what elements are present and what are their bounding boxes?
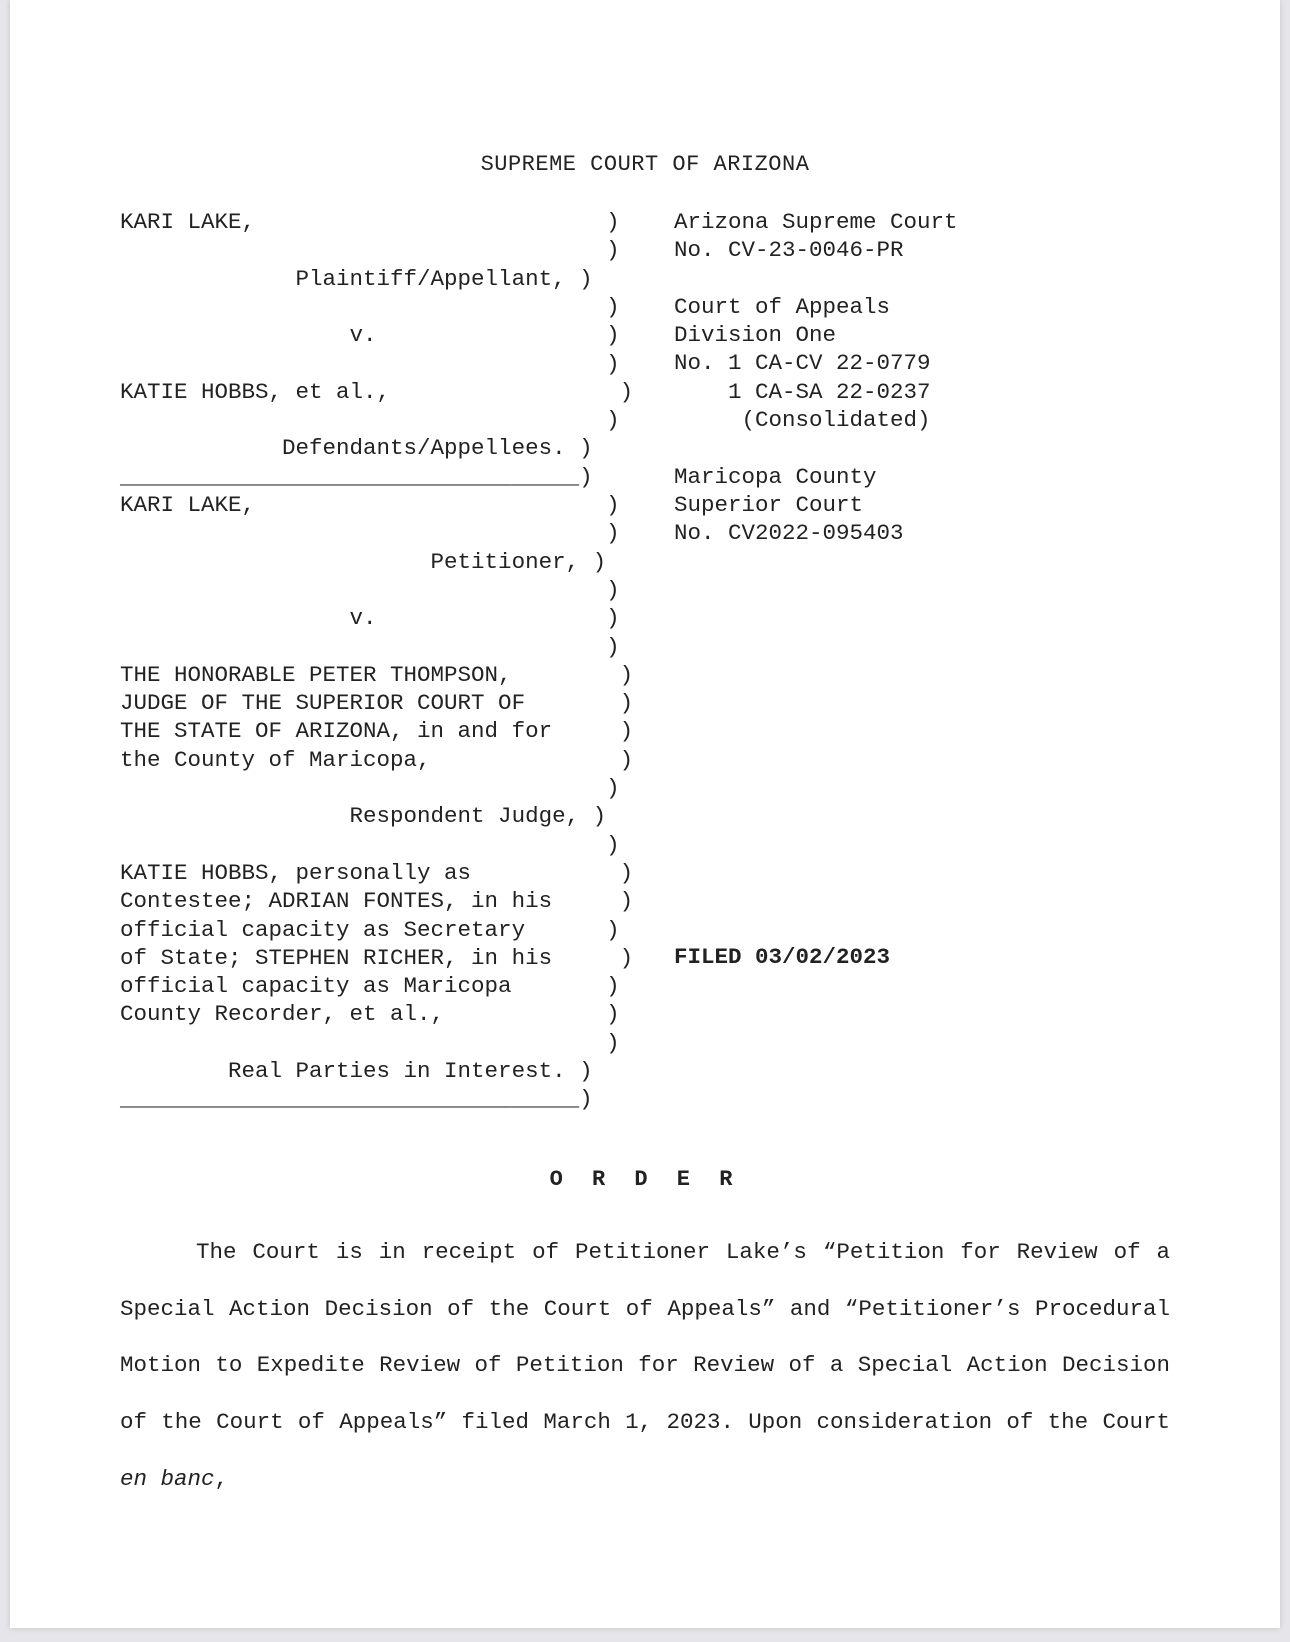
- caption-line: official capacity as Secretary ): [120, 916, 620, 943]
- case-number-line: No. CV-23-0046-PR: [674, 237, 904, 264]
- caption-line: ): [120, 350, 620, 377]
- case-number-line: 1 CA-SA 22-0237: [674, 378, 931, 405]
- caption-line: ): [120, 576, 620, 603]
- caption-line: __________________________________): [120, 1086, 593, 1113]
- case-number-line: (Consolidated): [674, 407, 931, 434]
- caption-line: v. ): [120, 605, 620, 632]
- case-number-line: Court of Appeals: [674, 293, 891, 320]
- caption-line: of State; STEPHEN RICHER, in his ): [120, 944, 634, 971]
- caption-line: KATIE HOBBS, et al., ): [120, 378, 634, 405]
- caption-line: ): [120, 775, 620, 801]
- filed-date: FILED 03/02/2023: [674, 944, 891, 970]
- case-number-line: Division One: [674, 322, 837, 349]
- caption-line: KARI LAKE, ): [120, 209, 620, 235]
- caption-line: ): [120, 293, 620, 320]
- caption-line: __________________________________): [120, 463, 593, 490]
- caption-line: THE STATE OF ARIZONA, in and for ): [120, 718, 634, 745]
- caption-line: official capacity as Maricopa ): [120, 973, 620, 1000]
- order-body-text: The Court is in receipt of Petitioner Lake’s “Petition for Review of a Special Action Decision of the Court of Appeals” and “Petitioner’s Procedural Motion to Expedite Review of Petition for Review of a Special Action Decision of the Court of Appeals” filed March 1, 2023. Upon consideration of the Court: [120, 1239, 1170, 1436]
- caption-line: KATIE HOBBS, personally as ): [120, 859, 634, 886]
- case-number-line: No. CV2022-095403: [674, 520, 904, 547]
- caption-line: Defendants/Appellees. ): [120, 435, 593, 462]
- order-body-italic: en banc: [120, 1465, 215, 1492]
- caption-line: the County of Maricopa, ): [120, 746, 634, 773]
- caption-line: JUDGE OF THE SUPERIOR COURT OF ): [120, 690, 634, 717]
- caption-line: ): [120, 407, 620, 434]
- caption-line: Real Parties in Interest. ): [120, 1058, 593, 1084]
- court-title: SUPREME COURT OF ARIZONA: [480, 152, 810, 177]
- case-numbers: [674, 208, 958, 548]
- order-body-end: ,: [214, 1465, 229, 1492]
- caption-line: ): [120, 1029, 620, 1056]
- caption-line: THE HONORABLE PETER THOMPSON, ): [120, 661, 634, 688]
- order-body: [120, 1224, 1170, 1508]
- case-number-line: [674, 434, 958, 462]
- caption-line: Respondent Judge, ): [120, 803, 607, 830]
- caption-line: ): [120, 520, 620, 547]
- case-number-line: Arizona Supreme Court: [674, 209, 958, 235]
- caption-line: ): [120, 831, 620, 858]
- case-number-line: No. 1 CA-CV 22-0779: [674, 350, 931, 377]
- caption-line: County Recorder, et al., ): [120, 1001, 620, 1028]
- caption-line: ): [120, 633, 620, 660]
- caption-line: ): [120, 237, 620, 264]
- case-number-line: [674, 265, 958, 293]
- caption-line: Contestee; ADRIAN FONTES, in his ): [120, 888, 634, 915]
- case-number-line: Superior Court: [674, 491, 864, 518]
- caption-line: v. ): [120, 322, 620, 349]
- caption-line: Plaintiff/Appellant, ): [120, 265, 593, 292]
- case-number-line: Maricopa County: [674, 463, 877, 490]
- order-heading: O R D E R: [549, 1167, 741, 1192]
- caption-line: Petitioner, ): [120, 548, 607, 575]
- caption-line: KARI LAKE, ): [120, 492, 620, 518]
